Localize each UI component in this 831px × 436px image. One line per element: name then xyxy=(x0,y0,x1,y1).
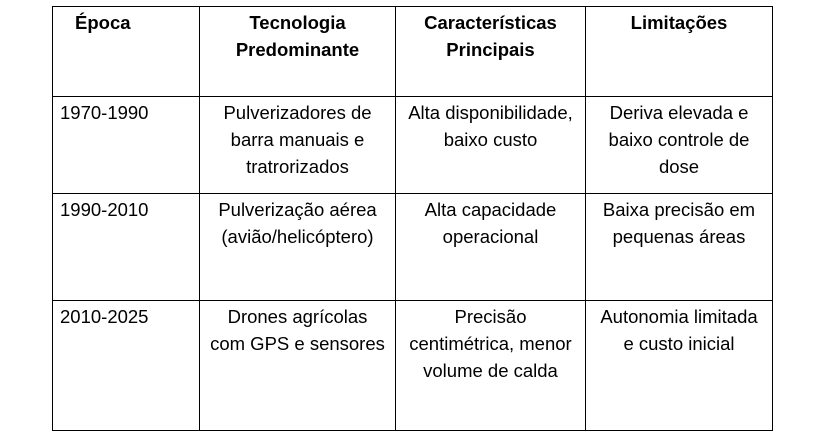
cell-limitacoes: Baixa precisão em pequenas áreas xyxy=(586,194,773,301)
cell-tecnologia: Pulverização aérea (avião/helicóptero) xyxy=(200,194,396,301)
cell-limitacoes: Deriva elevada e baixo controle de dose xyxy=(586,97,773,194)
cell-caracteristicas: Alta disponibilidade, baixo custo xyxy=(396,97,586,194)
cell-epoca: 2010-2025 xyxy=(53,301,200,431)
table-row xyxy=(53,194,773,301)
header-limitacoes: Limitações xyxy=(586,7,773,97)
cell-tecnologia: Drones agrícolas com GPS e sensores xyxy=(200,301,396,431)
header-tecnologia: Tecnologia Predominante xyxy=(200,7,396,97)
cell-epoca: 1990-2010 xyxy=(53,194,200,301)
cell-epoca: 1970-1990 xyxy=(53,97,200,194)
cell-caracteristicas: Alta capacidade operacional xyxy=(396,194,586,301)
cell-tecnologia: Pulverizadores de barra manuais e tratrorizados xyxy=(200,97,396,194)
header-caracteristicas: Características Principais xyxy=(396,7,586,97)
table-row xyxy=(53,301,773,431)
header-epoca: Época xyxy=(53,7,200,97)
table-row xyxy=(53,97,773,194)
comparison-table xyxy=(52,6,773,431)
header-row xyxy=(53,7,773,97)
cell-limitacoes: Autonomia limitada e custo inicial xyxy=(586,301,773,431)
cell-caracteristicas: Precisão centimétrica, menor volume de calda xyxy=(396,301,586,431)
